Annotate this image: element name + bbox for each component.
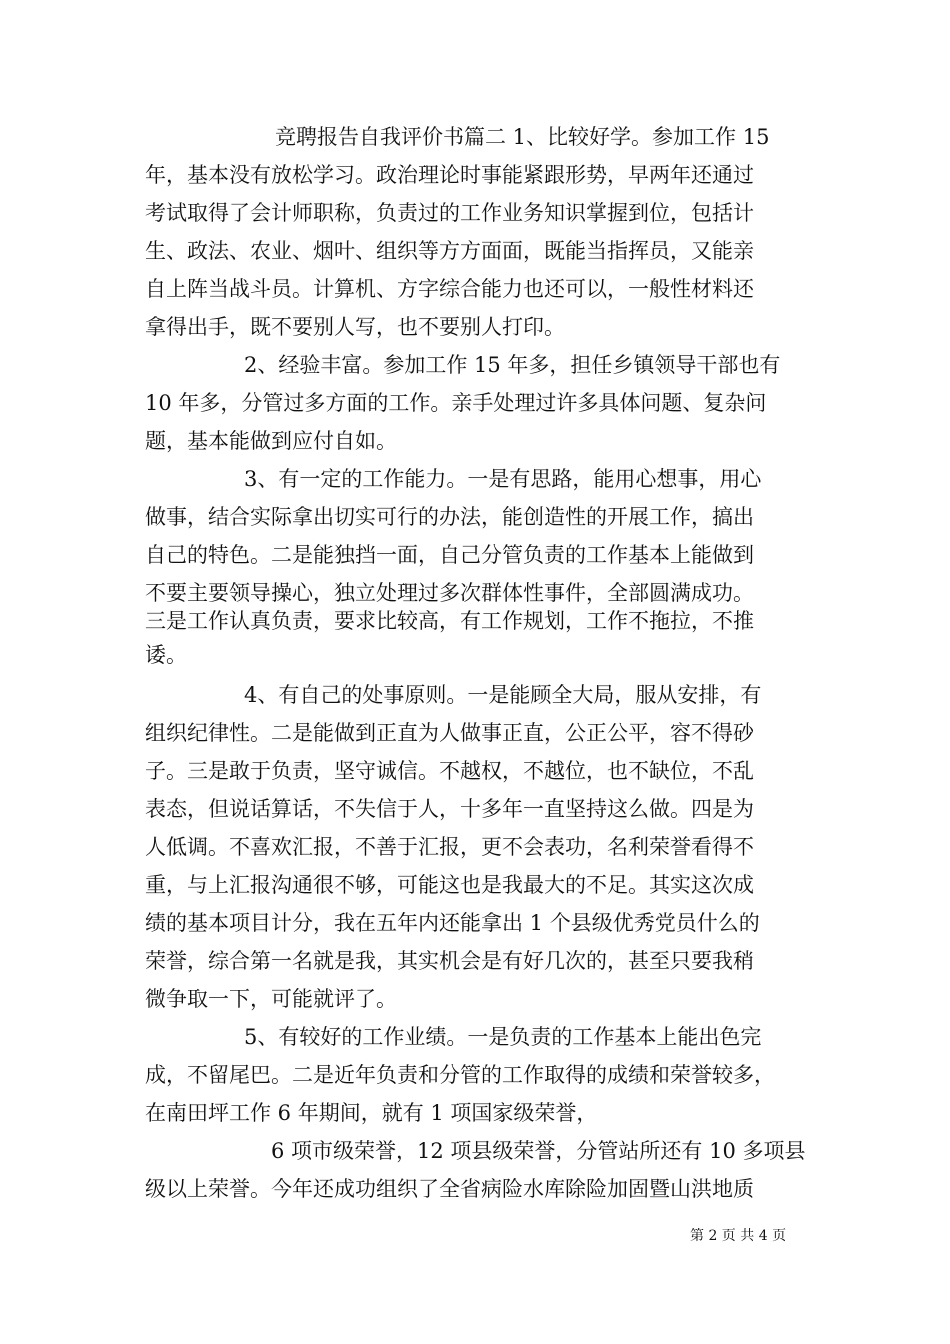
text-line: 6 项市级荣誉，12 项县级荣誉，分管站所还有 10 多项县: [271, 1139, 806, 1163]
text-line: 2、经验丰富。参加工作 15 年多，担任乡镇领导干部也有: [244, 353, 781, 377]
text-line: 绩的基本项目计分，我在五年内还能拿出 1 个县级优秀党员什么的: [145, 911, 760, 935]
text-line: 组织纪律性。二是能做到正直为人做事正直，公正公平，容不得砂: [145, 721, 754, 745]
text-line: 拿得出手，既不要别人写，也不要别人打印。: [145, 315, 565, 339]
page-number-footer: 第 2 页 共 4 页: [690, 1228, 787, 1244]
text-line: 重，与上汇报沟通很不够，可能这也是我最大的不足。其实这次成: [145, 873, 754, 897]
text-line: 级以上荣誉。今年还成功组织了全省病险水库除险加固暨山洪地质: [145, 1177, 754, 1201]
text-line: 荣誉，综合第一名就是我，其实机会是有好几次的，甚至只要我稍: [145, 949, 754, 973]
text-line: 4、有自己的处事原则。一是能顾全大局，服从安排，有: [244, 683, 762, 707]
text-line: 做事，结合实际拿出切实可行的办法，能创造性的开展工作，搞出: [145, 505, 754, 529]
text-line: 年，基本没有放松学习。政治理论时事能紧跟形势，早两年还通过: [145, 163, 754, 187]
text-line: 3、有一定的工作能力。一是有思路，能用心想事，用心: [244, 467, 762, 491]
text-line: 题，基本能做到应付自如。: [145, 429, 397, 453]
text-line: 10 年多，分管过多方面的工作。亲手处理过许多具体问题、复杂问: [145, 391, 767, 415]
text-line: 三是工作认真负责，要求比较高，有工作规划，工作不拖拉，不推: [145, 609, 754, 633]
text-line: 5、有较好的工作业绩。一是负责的工作基本上能出色完: [244, 1025, 762, 1049]
text-line: 自己的特色。二是能独挡一面，自己分管负责的工作基本上能做到: [145, 543, 754, 567]
text-line: 人低调。不喜欢汇报，不善于汇报，更不会表功，名利荣誉看得不: [145, 835, 754, 859]
text-line: 不要主要领导操心，独立处理过多次群体性事件，全部圆满成功。: [145, 581, 754, 605]
text-line: 生、政法、农业、烟叶、组织等方方面面，既能当指挥员，又能亲: [145, 239, 754, 263]
text-line: 在南田坪工作 6 年期间，就有 1 项国家级荣誉，: [145, 1101, 598, 1125]
text-line: 表态，但说话算话，不失信于人，十多年一直坚持这么做。四是为: [145, 797, 754, 821]
text-line: 诿。: [145, 643, 187, 667]
text-line: 微争取一下，可能就评了。: [145, 987, 397, 1011]
text-line: 成，不留尾巴。二是近年负责和分管的工作取得的成绩和荣誉较多，: [145, 1063, 775, 1087]
text-line: 竞聘报告自我评价书篇二 1、比较好学。参加工作 15: [275, 125, 770, 149]
text-line: 子。三是敢于负责，坚守诚信。不越权，不越位，也不缺位，不乱: [145, 759, 754, 783]
text-line: 考试取得了会计师职称，负责过的工作业务知识掌握到位，包括计: [145, 201, 754, 225]
text-line: 自上阵当战斗员。计算机、方字综合能力也还可以，一般性材料还: [145, 277, 754, 301]
